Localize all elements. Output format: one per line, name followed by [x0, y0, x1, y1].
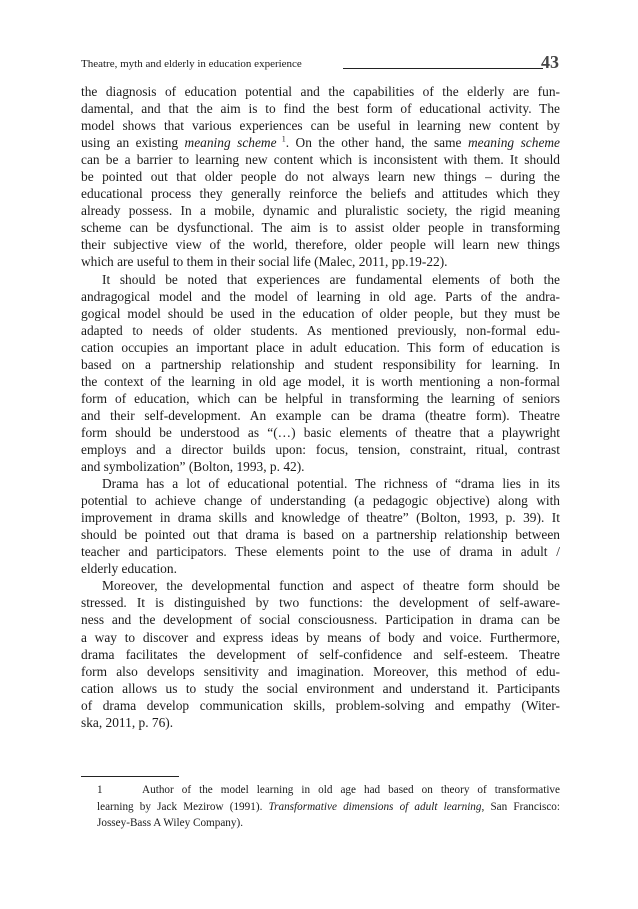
text-line: form also develops sensitivity and imagination. Moreover, this method of edu- [81, 663, 560, 679]
paragraph-3 [81, 475, 560, 577]
text-line: scheme can be dysfunctional. The aim is to assist older people in transforming [81, 220, 560, 236]
text-line: andragogical model and the model of learning in old age. Parts of the andra- [81, 288, 560, 304]
text-line: already possess. In a mobile, dynamic and pluralistic society, the rigid meaning [81, 203, 560, 219]
text-line: the context of the learning in old age model, it is worth mentioning a non-formal [81, 373, 560, 389]
text-line: of drama develop communication skills, problem-solving and empathy (Witer- [81, 697, 560, 713]
page-number: 43 [541, 52, 559, 72]
text-line: educational process they generally reinforce the beliefs and attitudes which they [81, 186, 560, 202]
text-line: drama facilitates the development of self-confidence and self-esteem. Theatre [81, 646, 560, 662]
text-run: . On the other hand, the same [285, 135, 468, 151]
footnote-line: Jossey-Bass A Wiley Company). [97, 817, 244, 829]
text-line: and symbolization” (Bolton, 1993, p. 42). [81, 459, 305, 475]
text-line: gogical model should be used in the education of older people, but they must be [81, 305, 560, 321]
text-line: and their self-development. An example can be drama (theatre form). Theatre [81, 407, 560, 423]
text-line: improvement in drama skills and knowledge of theatre” (Bolton, 1993, p. 39). It [81, 510, 560, 526]
running-title: Theatre, myth and elderly in education experience [81, 58, 302, 70]
text-line: cation allows us to study the social environment and understand it. Participants [81, 680, 560, 696]
footnote [97, 782, 560, 832]
footnote-ref: 1 [276, 134, 286, 144]
text-line: stressed. It is distinguished by two functions: the development of self-aware- [81, 595, 560, 611]
paragraph-4 [81, 577, 560, 730]
text-line: model shows that various experiences can be useful in learning new content by [81, 118, 560, 134]
text-line: teacher and participators. These elements point to the use of drama in adult / [81, 544, 560, 560]
footnote-line: 1 Author of the model learning in old age had based on theory of transformative [97, 784, 560, 796]
footnote-line [97, 799, 560, 816]
text-run: , San Francisco: [481, 800, 560, 813]
text-line: the diagnosis of education potential and the capabilities of the elderly are fun- [81, 84, 560, 99]
text-line: form of education, which can be helpful in transforming the learning of seniors [81, 390, 560, 406]
text-line: elderly education. [81, 561, 177, 577]
header-rule [343, 68, 543, 69]
text-line: ska, 2011, p. 76). [81, 714, 174, 730]
paragraph-2 [81, 271, 560, 476]
text-run: using an existing [81, 135, 185, 151]
page-header [81, 52, 559, 80]
emphasis-meaning-scheme: meaning scheme [467, 135, 560, 151]
paragraph-1 [81, 83, 560, 271]
text-line: adapted to needs of older students. As mentioned previously, non-formal edu- [81, 322, 560, 338]
text-line: be pointed out that older people do not always learn new things – during the [81, 169, 560, 185]
text-line [81, 134, 560, 151]
text-line: their subjective view of the world, therefore, older people will learn new things [81, 237, 560, 253]
text-line: potential to achieve change of understanding (a pedagogic objective) along with [81, 493, 560, 509]
text-line: can be a barrier to learning new content which is inconsistent with them. It should [81, 152, 560, 168]
text-line: It should be noted that experiences are fundamental elements of both the [102, 271, 560, 287]
text-line: should be pointed out that drama is based on a partnership relationship between [81, 527, 560, 543]
text-line: employs and a director builds upon: focus, tension, constraint, ritual, contrast [81, 441, 560, 457]
emphasis-book-title: Transformative dimensions of adult learning [268, 800, 482, 813]
emphasis-meaning-scheme: meaning scheme [184, 135, 277, 151]
body-text [81, 83, 560, 731]
text-line: cation occupies an important place in adult education. This form of education is [81, 339, 560, 355]
footnote-rule [81, 776, 179, 777]
text-line: Drama has a lot of educational potential. The richness of “drama lies in its [102, 476, 560, 492]
text-run: learning by Jack Mezirow (1991). [97, 800, 269, 813]
text-line: form should be understood as “(…) basic elements of theatre that a playwright [81, 424, 560, 440]
text-line: which are useful to them in their social life (Malec, 2011, pp.19-22). [81, 254, 448, 270]
text-line: ness and the development of social consciousness. Participation in drama can be [81, 612, 560, 628]
text-line: Moreover, the developmental function and aspect of theatre form should be [102, 578, 560, 594]
text-line: based on a partnership relationship and student responsibility for learning. In [81, 356, 560, 372]
text-line: damental, and that the aim is to find the best form of educational activity. The [81, 101, 560, 117]
text-line: a way to discover and express ideas by means of body and voice. Furthermore, [81, 629, 560, 645]
